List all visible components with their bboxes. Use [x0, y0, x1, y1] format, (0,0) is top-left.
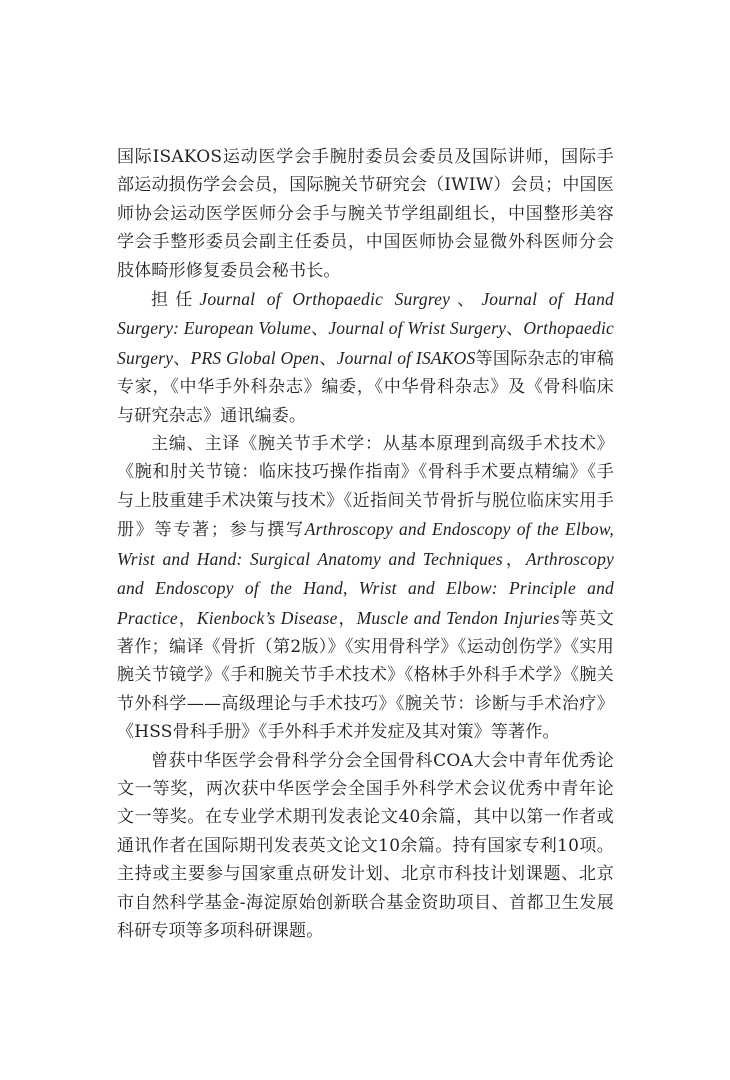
text-run: ， — [177, 608, 197, 629]
english-title: PRS Global Open — [190, 347, 320, 368]
english-title: Arthroscopy and Endoscopy of the Hand, Wrist and Elbow: Principle and Practice — [117, 548, 614, 628]
biography-text — [117, 143, 614, 945]
text-run: 、 — [311, 319, 329, 340]
text-run: 、 — [173, 348, 191, 369]
english-title: Journal of ISAKOS — [336, 347, 476, 368]
text-run: 担任 — [151, 290, 200, 311]
english-title: Arthroscopy and Endoscopy of the Elbow, Wrist and Hand: Surgical Anatomy and Techniques — [117, 519, 614, 569]
paragraph-4 — [117, 747, 614, 946]
text-run: 等国际杂志的审稿专家，《中华手外科杂志》编委，《中华骨科杂志》及《骨科临床与研究杂志》通讯编委。 — [117, 348, 614, 426]
text-run: 主编、主译《腕关节手术学：从基本原理到高级手术技术》《腕和肘关节镜：临床技巧操作指南》《骨科手术要点精编》《手与上肢重建手术决策与技术》《近指间关节骨折与脱位临床实用手册》等专著；参与撰写 — [117, 434, 614, 541]
text-run: 、 — [506, 319, 524, 340]
english-title: Journal of Wrist Surgery — [328, 318, 507, 339]
text-run: 曾获中华医学会骨科学分会全国骨科COA大会中青年优秀论文一等奖，两次获中华医学会全国手外科学术会议优秀中青年论文一等奖。在专业学术期刊发表论文40余篇，其中以第一作者或通讯作者在国际期刊发表英文论文10余篇。持有国家专利10项。主持或主要参与国家重点研发计划、北京市科技计划课题、北京市自然科学基金-海淀原始创新联合基金资助项目、首都卫生发展科研专项等多项科研课题。 — [117, 750, 614, 941]
english-title: Journal of Hand Surgery: European Volume — [117, 289, 614, 339]
english-title: Orthopaedic Surgery — [117, 318, 614, 368]
text-run: ， — [502, 549, 526, 570]
text-run: 、 — [319, 348, 337, 369]
text-run: 国际ISAKOS运动医学会手腕肘委员会委员及国际讲师，国际手部运动损伤学会会员，国际腕关节研究会（IWIW）会员；中国医师协会运动医学医师分会手与腕关节学组副组长，中国整形美容学会手整形委员会副主任委员，中国医师协会显微外科医师分会肢体畸形修复委员会秘书长。 — [117, 147, 614, 281]
paragraph-2 — [117, 285, 614, 430]
text-run: ， — [337, 608, 357, 629]
text-run: 等英文著作；编译《骨折（第2版）》《实用骨科学》《运动创伤学》《实用腕关节镜学》《手和腕关节手术技术》《格林手外科手术学》《腕关节外科学——高级理论与手术技巧》《腕关节：诊断与手术治疗》《HSS骨科手册》《手外科手术并发症及其对策》等著作。 — [117, 608, 615, 743]
english-title: Journal of Orthopaedic Surgrey — [199, 289, 451, 310]
paragraph-3 — [117, 430, 614, 746]
text-run: 、 — [450, 290, 482, 311]
english-title: Kienbock’s Disease — [196, 607, 338, 628]
paragraph-1 — [117, 143, 614, 285]
english-title: Muscle and Tendon Injuries — [356, 607, 560, 628]
